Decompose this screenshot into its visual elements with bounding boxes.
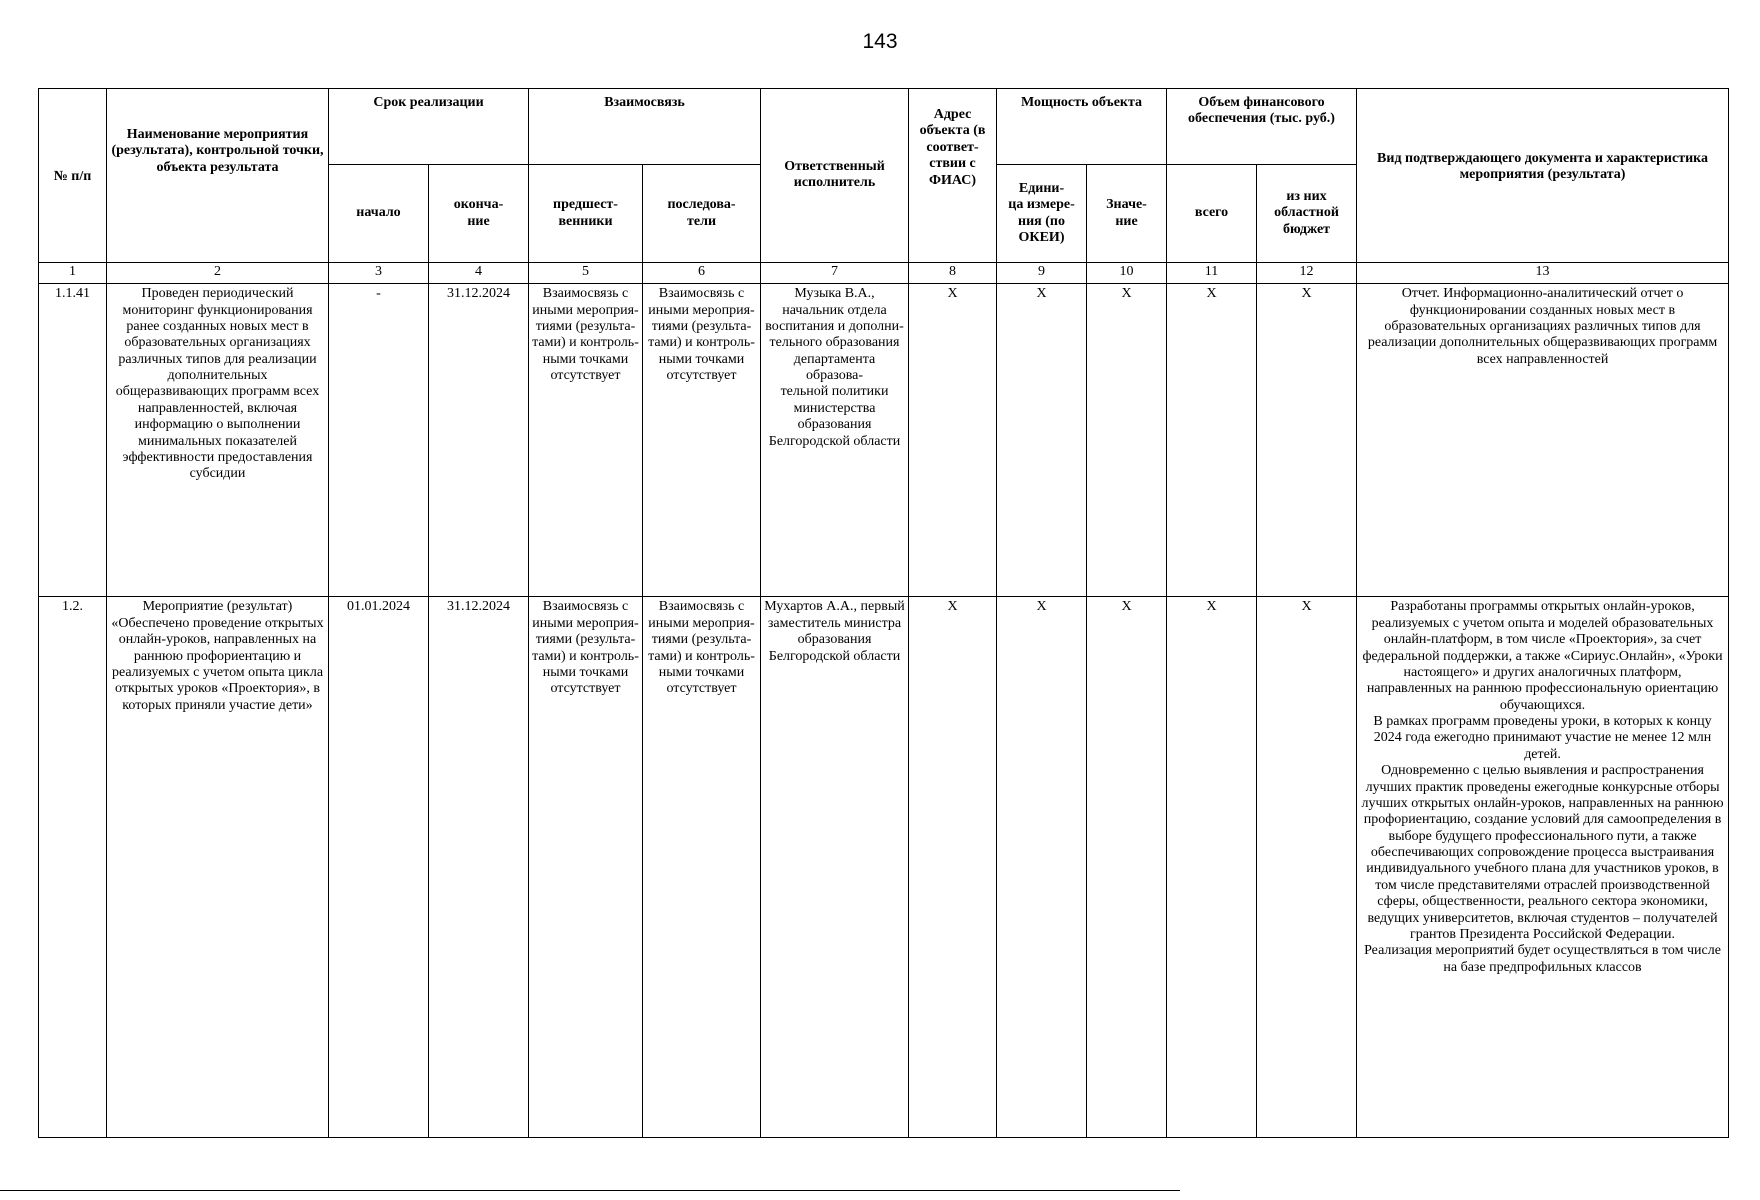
header-finance-total: всего bbox=[1167, 165, 1257, 263]
row-start: 01.01.2024 bbox=[329, 597, 429, 1138]
row-next: Взаимосвязь с иными мероприя- тиями (результа- тами) и контроль- ными точками отсутствует bbox=[643, 597, 761, 1138]
row-name: Мероприятие (результат) «Обеспечено проведение открытых онлайн-уроков, направленных на раннюю профориентацию и реализуемых с учетом опыта цикла открытых уроков «Проектория», в которых приняли участие дети» bbox=[107, 597, 329, 1138]
row-unit: Х bbox=[997, 597, 1087, 1138]
header-term-start: начало bbox=[329, 165, 429, 263]
row-prev: Взаимосвязь с иными мероприя- тиями (результа- тами) и контроль- ными точками отсутствует bbox=[529, 284, 643, 597]
header-name: Наименование мероприятия (результата), контрольной точки, объекта результата bbox=[107, 89, 329, 263]
bottom-rule bbox=[0, 1190, 1180, 1191]
row-responsible: Мухартов А.А., первый заместитель министра образования Белгородской области bbox=[761, 597, 909, 1138]
row-address: Х bbox=[909, 597, 997, 1138]
row-next: Взаимосвязь с иными мероприя- тиями (результа- тами) и контроль- ными точками отсутствует bbox=[643, 284, 761, 597]
row-name: Проведен периодический мониторинг функционирования ранее созданных новых мест в образовательных организациях различных типов для реализации дополнительных общеразвивающих программ всех направленностей, включая информацию о выполнении минимальных показателей эффективности предоставления субсидии bbox=[107, 284, 329, 597]
row-start: - bbox=[329, 284, 429, 597]
row-end: 31.12.2024 bbox=[429, 597, 529, 1138]
header-finance-regional: из них областной бюджет bbox=[1257, 165, 1357, 263]
column-number: 9 bbox=[997, 263, 1087, 284]
row-regional: Х bbox=[1257, 597, 1357, 1138]
column-number: 4 bbox=[429, 263, 529, 284]
column-number: 5 bbox=[529, 263, 643, 284]
header-link-prev: предшест- венники bbox=[529, 165, 643, 263]
row-address: Х bbox=[909, 284, 997, 597]
header-address: Адрес объекта (в соответ- ствии с ФИАС) bbox=[909, 89, 997, 263]
row-prev: Взаимосвязь с иными мероприя- тиями (результа- тами) и контроль- ными точками отсутствует bbox=[529, 597, 643, 1138]
row-total: Х bbox=[1167, 597, 1257, 1138]
table-row bbox=[39, 284, 1729, 597]
row-doc: Отчет. Информационно-аналитический отчет о функционировании созданных новых мест в образовательных организациях различных типов для реализации дополнительных общеразвивающих программ всех направленностей bbox=[1357, 284, 1729, 597]
header-link-next: последова- тели bbox=[643, 165, 761, 263]
column-number: 10 bbox=[1087, 263, 1167, 284]
header-link: Взаимосвязь bbox=[529, 89, 761, 165]
column-number: 11 bbox=[1167, 263, 1257, 284]
header-capacity-unit: Едини- ца измере- ния (по ОКЕИ) bbox=[997, 165, 1087, 263]
table-row bbox=[39, 597, 1729, 1138]
header-responsible: Ответственный исполнитель bbox=[761, 89, 909, 263]
column-number: 1 bbox=[39, 263, 107, 284]
column-number: 6 bbox=[643, 263, 761, 284]
header-num: № п/п bbox=[39, 89, 107, 263]
row-num: 1.1.41 bbox=[39, 284, 107, 597]
row-value: Х bbox=[1087, 597, 1167, 1138]
row-responsible: Музыка В.А., начальник отдела воспитания и дополни- тельного образования департамента образова- тельной политики министерства образования Белгородской области bbox=[761, 284, 909, 597]
row-num: 1.2. bbox=[39, 597, 107, 1138]
plan-table bbox=[38, 88, 1729, 1138]
row-doc: Разработаны программы открытых онлайн-уроков, реализуемых с учетом опыта и моделей образовательных онлайн-платформ, в том числе «Проектория», за счет федеральной поддержки, а также «Сириус.Онлайн», «Уроки настоящего» и других аналогичных платформ, направленных на раннюю профессиональную ориентацию обучающихся. В рамках программ проведены уроки, в которых к концу 2024 года ежегодно принимают участие не менее 12 млн детей. Одновременно с целью выявления и распространения лучших практик проведены ежегодные конкурсные отборы лучших открытых онлайн-уроков, направленных на раннюю профориентацию, создание условий для самоопределения в выборе будущего профессионального пути, а также обеспечивающих сопровождение процесса выстраивания индивидуального учебного плана для участников уроков, в том числе представителями отраслей производственной сферы, общественности, реального сектора экономики, ведущих университетов, включая студентов – получателей грантов Президента Российской Федерации. Реализация мероприятий будет осуществляться в том числе на базе предпрофильных классов bbox=[1357, 597, 1729, 1138]
column-number: 8 bbox=[909, 263, 997, 284]
header-term-end: оконча- ние bbox=[429, 165, 529, 263]
header-capacity-value: Значе- ние bbox=[1087, 165, 1167, 263]
row-total: Х bbox=[1167, 284, 1257, 597]
header-doc: Вид подтверждающего документа и характеристика мероприятия (результата) bbox=[1357, 89, 1729, 263]
header-term: Срок реализации bbox=[329, 89, 529, 165]
column-number: 2 bbox=[107, 263, 329, 284]
column-number: 3 bbox=[329, 263, 429, 284]
column-number: 7 bbox=[761, 263, 909, 284]
header-finance: Объем финансового обеспечения (тыс. руб.) bbox=[1167, 89, 1357, 165]
row-unit: Х bbox=[997, 284, 1087, 597]
column-numbers-row bbox=[39, 263, 1729, 284]
page-number: 143 bbox=[862, 30, 898, 53]
column-number: 12 bbox=[1257, 263, 1357, 284]
row-regional: Х bbox=[1257, 284, 1357, 597]
header-capacity: Мощность объекта bbox=[997, 89, 1167, 165]
row-value: Х bbox=[1087, 284, 1167, 597]
column-number: 13 bbox=[1357, 263, 1729, 284]
row-end: 31.12.2024 bbox=[429, 284, 529, 597]
